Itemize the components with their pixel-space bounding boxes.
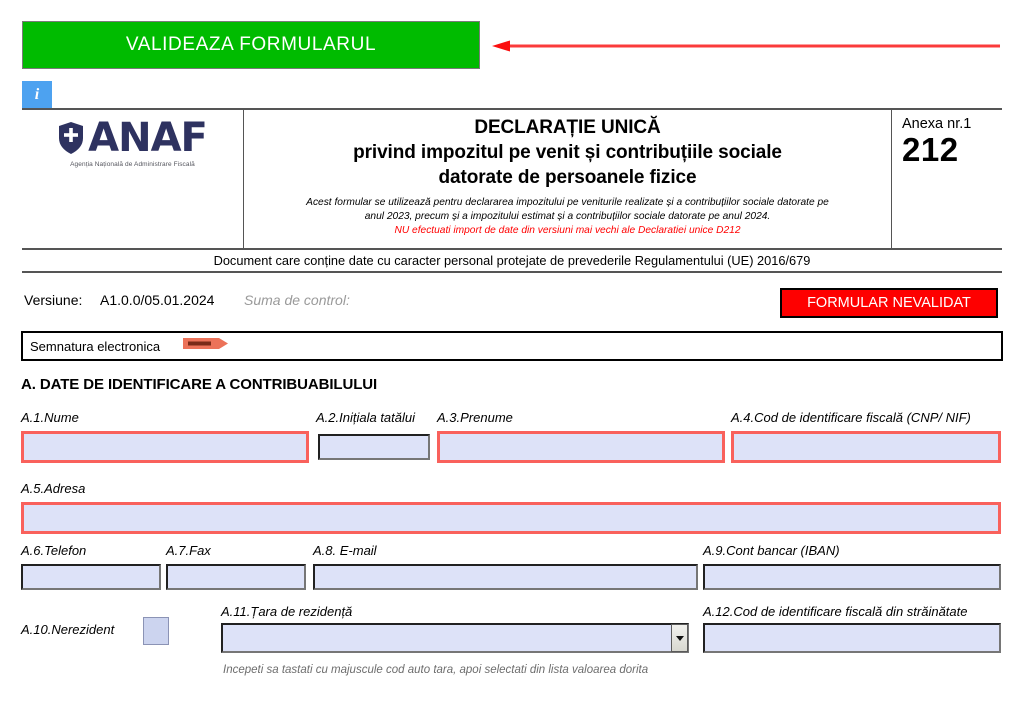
- a5-adresa-label: A.5.Adresa: [21, 481, 86, 496]
- version-value: A1.0.0/05.01.2024: [100, 292, 215, 308]
- a2-initiala-tatalui-label: A.2.Inițiala tatălui: [316, 410, 416, 425]
- form-title-line-1: DECLARAȚIE UNICĂ: [474, 117, 661, 138]
- a4-cif-label: A.4.Cod de identificare fiscală (CNP/ NIF): [731, 410, 971, 425]
- a1-nume-input[interactable]: [21, 431, 309, 463]
- a8-email-input[interactable]: [313, 564, 698, 590]
- anexa-label: Anexa nr.1: [902, 116, 972, 132]
- signature-tag-icon: [183, 338, 228, 349]
- a5-adresa-input[interactable]: [21, 502, 1001, 534]
- info-icon[interactable]: [22, 81, 52, 108]
- status-badge: [780, 288, 998, 318]
- anaf-logo: [58, 115, 207, 168]
- form-title-line-2: privind impozitul pe venit și contribuțiile sociale: [353, 142, 782, 164]
- form-title-line-3: datorate de persoanele fizice: [438, 167, 697, 189]
- a11-tara-rezidenta-hint: Incepeti sa tastati cu majuscule cod auto tara, apoi selectati din lista valoarea dorita: [223, 664, 649, 676]
- a11-tara-rezidenta-label: A.11.Țara de rezidență: [221, 604, 353, 619]
- anaf-logo-cell: [22, 110, 244, 248]
- a6-telefon-input[interactable]: [21, 564, 161, 590]
- form-usage-note-line-2: anul 2023, precum și a impozitului estimat și a contribuțiilor sociale datorate pe anul 2024.: [364, 211, 771, 223]
- form-code: 212: [902, 130, 959, 168]
- form-title-cell: [244, 110, 892, 248]
- a3-prenume-label: A.3.Prenume: [437, 410, 513, 425]
- a8-email-label: A.8. E-mail: [313, 543, 377, 558]
- checksum-label: Suma de control:: [244, 292, 350, 308]
- validate-form-button-label: VALIDEAZA FORMULARUL: [125, 34, 377, 55]
- a7-fax-input[interactable]: [166, 564, 306, 590]
- form-number-cell: [892, 110, 1002, 248]
- form-usage-note-line-1: Acest formular se utilizează pentru declararea impozitului pe veniturile realizate și a contribuțiilor sociale datorate pe: [306, 197, 829, 209]
- a12-cif-strainatate-input[interactable]: [703, 623, 1001, 653]
- a9-iban-label: A.9.Cont bancar (IBAN): [703, 543, 840, 558]
- chevron-down-icon: [676, 636, 684, 641]
- a2-initiala-tatalui-input[interactable]: [318, 434, 430, 460]
- gdpr-notice: Document care conține date cu caracter personal protejate de prevederile Regulamentului (UE) 2016/679: [22, 253, 1002, 273]
- version-row: [22, 288, 1002, 318]
- anaf-logo-subtitle: Agenția Națională de Administrare Fiscală: [70, 161, 195, 168]
- form-header-table: [22, 108, 1002, 250]
- electronic-signature-box[interactable]: [21, 331, 1003, 361]
- anaf-logo-word: ANAF: [88, 115, 207, 161]
- a6-telefon-label: A.6.Telefon: [21, 543, 87, 558]
- a3-prenume-input[interactable]: [437, 431, 725, 463]
- validate-form-button[interactable]: [22, 21, 480, 69]
- a11-tara-rezidenta-dropdown-button[interactable]: [671, 624, 688, 652]
- a12-cif-strainatate-label: A.12.Cod de identificare fiscală din străinătate: [703, 604, 968, 619]
- a1-nume-label: A.1.Nume: [21, 410, 79, 425]
- electronic-signature-label: Semnatura electronica: [30, 339, 161, 354]
- a7-fax-label: A.7.Fax: [166, 543, 211, 558]
- section-a-heading: A. DATE DE IDENTIFICARE A CONTRIBUABILULUI: [21, 376, 378, 393]
- status-badge-label: FORMULAR NEVALIDAT: [807, 295, 971, 311]
- a10-nerezident-checkbox[interactable]: [143, 617, 169, 645]
- info-icon-glyph: i: [34, 85, 40, 103]
- shield-icon: [58, 121, 84, 155]
- a10-nerezident-label: A.10.Nerezident: [21, 622, 115, 637]
- a11-tara-rezidenta-input[interactable]: [221, 623, 689, 653]
- a4-cif-input[interactable]: [731, 431, 1001, 463]
- form-import-warning: NU efectuati import de date din versiuni mai vechi ale Declaratiei unice D212: [394, 225, 741, 237]
- red-annotation-arrow-icon: [492, 39, 1000, 53]
- a9-iban-input[interactable]: [703, 564, 1001, 590]
- version-label: Versiune:: [24, 292, 83, 308]
